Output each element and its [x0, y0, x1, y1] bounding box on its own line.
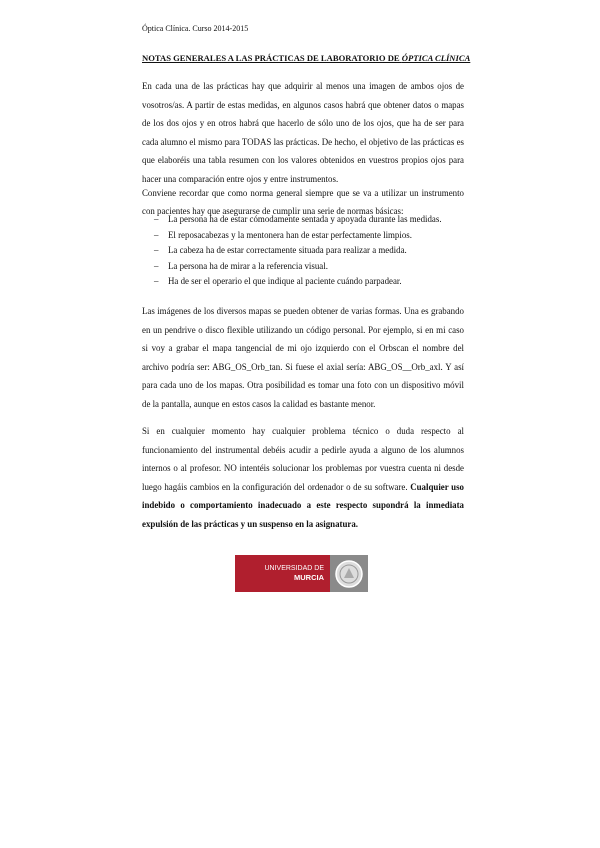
paragraph-problems: [142, 422, 464, 534]
rule-text: La persona ha de mirar a la referencia visual.: [168, 260, 328, 271]
list-item: [142, 228, 464, 244]
university-logo: [235, 555, 368, 592]
dash-bullet: –: [154, 245, 159, 256]
seal-icon: [330, 555, 368, 592]
list-item: [142, 259, 464, 275]
rule-text: La persona ha de estar cómodamente sentada y apoyada durante las medidas.: [168, 214, 442, 224]
logo-line1: UNIVERSIDAD DE: [264, 565, 324, 572]
list-item: [142, 243, 464, 259]
list-item: [142, 212, 464, 228]
list-item: [142, 274, 464, 290]
document-title: [142, 53, 471, 63]
title-italic: ÓPTICA CLÍNICA: [401, 53, 471, 63]
logo-wordmark: [235, 555, 330, 592]
dash-bullet: –: [154, 276, 159, 287]
title-main: NOTAS GENERALES A LAS PRÁCTICAS DE LABORATORIO DE: [142, 53, 402, 63]
warning-text: Cualquier uso indebido o comportamiento inadecuado a este respecto supondrá la inmediata expulsión de las prácticas y un suspenso en la asignatura.: [142, 481, 464, 529]
rule-text: El reposacabezas y la mentonera han de estar perfectamente limpios.: [168, 229, 412, 240]
logo-line2: MURCIA: [294, 573, 324, 582]
paragraph-images: Las imágenes de los diversos mapas se pueden obtener de varias formas. Una es grabando en un pendrive o disco flexible utilizando un código personal. Por ejemplo, si en mi caso si voy a grabar el mapa tangencial de mi ojo izquierdo con el Orbscan el nombre del archivo podría ser: ABG_OS_Orb_tan. Si fuese el axial sería: ABG_OS__Orb_axl. Y así para cada uno de los mapas. Otra posibilidad es tomar una foto con un dispositivo móvil de la pantalla, aunque en estos casos la calidad es bastante menor.: [142, 306, 464, 409]
rules-list: [142, 212, 464, 290]
rule-text: Ha de ser el operario el que indique al paciente cuándo parpadear.: [168, 276, 402, 287]
rule-text: La cabeza ha de estar correctamente situada para realizar a medida.: [168, 245, 407, 256]
page-header: Óptica Clínica. Curso 2014-2015: [142, 24, 249, 33]
problems-text: Si en cualquier momento hay cualquier problema técnico o duda respecto al funcionamiento del instrumental debéis acudir a pedirle ayuda a alguno de los alumnos internos o al profesor. NO intentéis solucionar los problemas por vuestra cuenta ni desde luego hagáis cambios en la configuración del ordenador o de su software.: [142, 426, 464, 492]
paragraph-intro: En cada una de las prácticas hay que adquirir al menos una imagen de ambos ojos de vosotros/as. A partir de estas medidas, en algunos casos habrá que obtener datos o mapas de los dos ojos y en otros habrá que hacerlo de sólo uno de los ojos, que ha de ser para cada alumno el mismo para TODAS las prácticas. De hecho, el objetivo de las prácticas es que elaboréis una tabla resumen con los valores obtenidos en vuestros propios ojos para hacer una comparación entre ojos y entre instrumentos.: [142, 81, 464, 184]
dash-bullet: –: [154, 260, 159, 271]
dash-bullet: –: [154, 229, 159, 240]
dash-bullet: –: [154, 214, 159, 224]
paragraph-norms: Conviene recordar que como norma general siempre que se va a utilizar un instrumento con pacientes hay que asegurarse de cumplir una serie de normas básicas:: [142, 188, 464, 216]
